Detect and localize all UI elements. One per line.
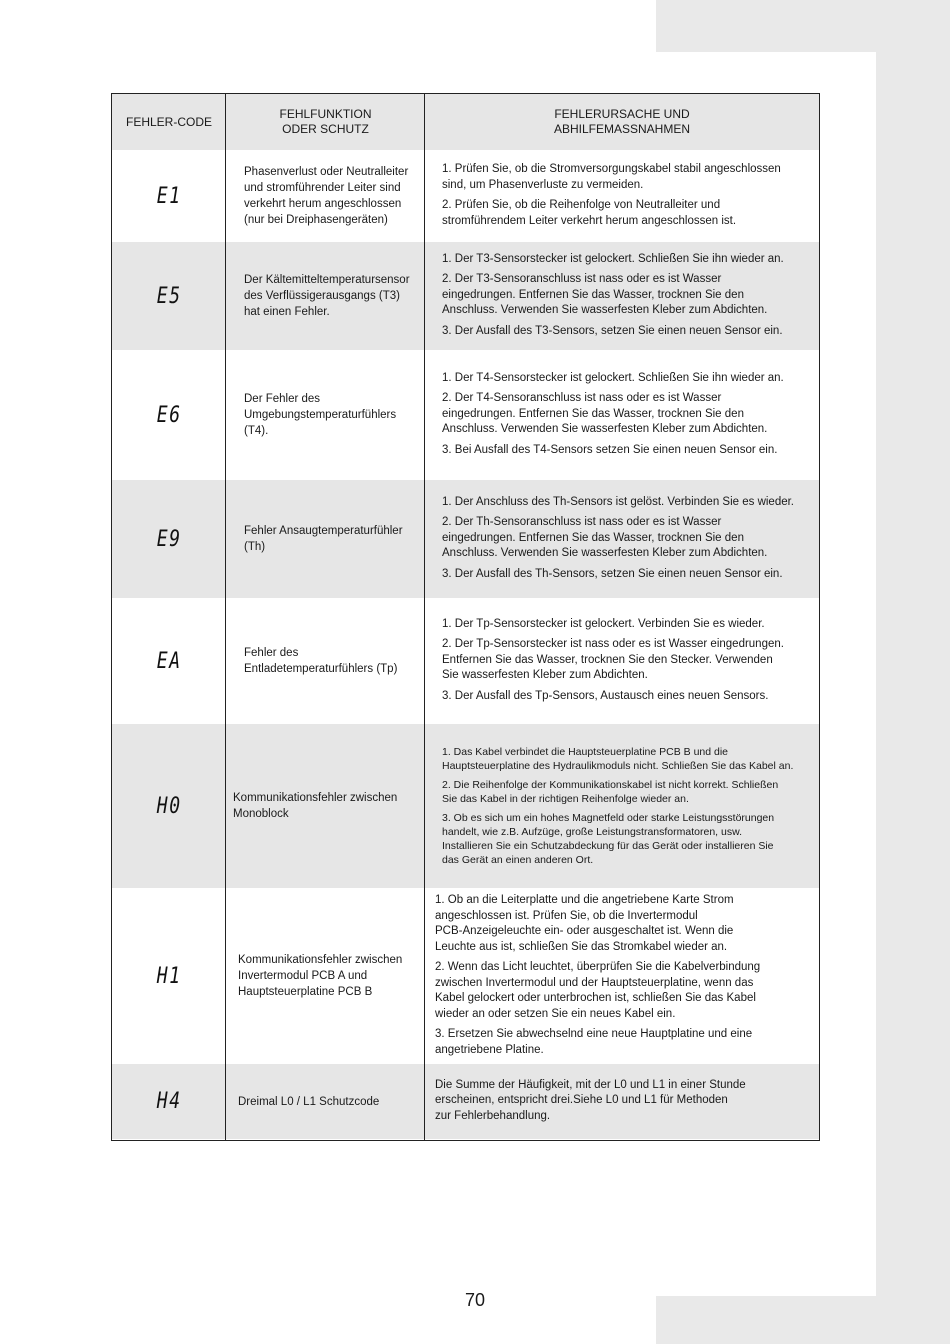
table-row (112, 242, 819, 350)
header-function-label: FEHLFUNKTION ODER SCHUTZ (279, 107, 372, 136)
column-divider (424, 94, 425, 1140)
page-number: 70 (464, 1290, 486, 1310)
cause-item: 3. Der Ausfall des Tp-Sensors, Austausch eines neuen Sensors. (442, 689, 769, 702)
header-cell-function (226, 94, 425, 150)
column-divider (225, 94, 226, 1140)
malfunction-text: Der Kältemitteltemperatursensor des Verflüssigerausgangs (T3) hat einen Fehler. (244, 274, 410, 318)
table-row (112, 724, 819, 888)
error-code: H1 (156, 963, 182, 989)
table-row (112, 150, 819, 242)
header-cell-cause (425, 94, 819, 150)
cause-item: 3. Bei Ausfall des T4-Sensors setzen Sie einen neuen Sensor ein. (442, 443, 778, 456)
malfunction-text: Kommunikationsfehler zwischen Monoblock (233, 792, 398, 820)
cause-item: 3. Ob es sich um ein hohes Magnetfeld oder starke Leistungsstörungen handelt, wie z.B. Aufzüge, große Leistungstransformatoren, usw. Installieren Sie ein Schutzabdeckung für das Gerät oder installieren Sie das Gerät an einen anderen Ort. (442, 811, 775, 866)
header-cause-label: FEHLERURSACHE UND ABHILFEMASSNAHMEN (553, 107, 691, 136)
cause-item: 3. Der Ausfall des Th-Sensors, setzen Sie einen neuen Sensor ein. (442, 567, 783, 580)
cause-item: 1. Der Tp-Sensorstecker ist gelockert. Verbinden Sie es wieder. (442, 617, 765, 630)
table-row (112, 480, 819, 598)
cause-item: 1. Der Anschluss des Th-Sensors ist gelöst. Verbinden Sie es wieder. (442, 495, 795, 508)
malfunction-text: Phasenverlust oder Neutralleiter und stromführender Leiter sind verkehrt herum angeschlossen (nur bei Dreiphasengeräten) (244, 166, 409, 226)
table-row (112, 598, 819, 724)
header-cell-code (112, 94, 226, 150)
page-tab-top (656, 0, 950, 52)
error-code: H0 (156, 793, 182, 819)
error-code: E5 (156, 283, 182, 309)
table-row (112, 350, 819, 480)
cause-item: 1. Der T3-Sensorstecker ist gelockert. Schließen Sie ihn wieder an. (442, 252, 784, 265)
cause-item: 2. Der Tp-Sensorstecker ist nass oder es ist Wasser eingedrungen. Entfernen Sie das Wasser, trocknen Sie den Stecker. Verwenden Sie wasserfesten Kleber zum Abdichten. (442, 638, 784, 682)
page-tab-side (876, 52, 950, 1296)
cause-item: 1. Das Kabel verbindet die Hauptsteuerplatine PCB B und die Hauptsteuerplatine des Hydraulikmoduls nicht. Schließen Sie das Kabel an. (442, 745, 794, 772)
cause-item: 2. Der T3-Sensoranschluss ist nass oder es ist Wasser eingedrungen. Entfernen Sie das Wasser, trocknen Sie den Anschluss. Verwenden Sie wasserfesten Kleber zum Abdichten. (442, 273, 768, 317)
malfunction-text: Fehler Ansaugtemperaturfühler (Th) (244, 525, 403, 553)
cause-item: 2. Der Th-Sensoranschluss ist nass oder es ist Wasser eingedrungen. Entfernen Sie das Wasser, trocknen Sie den Anschluss. Verwenden Sie wasserfesten Kleber zum Abdichten. (442, 516, 768, 560)
malfunction-text: Dreimal L0 / L1 Schutzcode (238, 1095, 380, 1108)
cause-item: 2. Prüfen Sie, ob die Reihenfolge von Neutralleiter und stromführendem Leiter verkehrt herum angeschlossen ist. (442, 199, 737, 227)
header-code-label: FEHLER-CODE (125, 114, 212, 129)
error-code: E6 (156, 402, 182, 428)
cause-item: 2. Der T4-Sensoranschluss ist nass oder es ist Wasser eingedrungen. Entfernen Sie das Wasser, trocknen Sie den Anschluss. Verwenden Sie wasserfesten Kleber zum Abdichten. (442, 392, 768, 436)
cause-item: 1. Der T4-Sensorstecker ist gelockert. Schließen Sie ihn wieder an. (442, 371, 784, 384)
malfunction-text: Kommunikationsfehler zwischen Invertermodul PCB A und Hauptsteuerplatine PCB B (238, 954, 403, 998)
error-code: EA (156, 648, 182, 674)
error-code-table (111, 93, 820, 1141)
error-code: E9 (156, 526, 182, 552)
error-code: H4 (156, 1089, 182, 1114)
malfunction-text: Fehler des Entladetemperaturfühlers (Tp) (244, 647, 398, 675)
cause-item: 1. Ob an die Leiterplatte und die angetriebene Karte Strom angeschlossen ist. Prüfen Sie, ob die Invertermodul PCB-Anzeigeleuchte ein- oder ausgeschaltet ist. Wenn die Leuchte aus ist, schließen Sie das Stromkabel wieder an. (435, 894, 734, 953)
table-header (112, 94, 819, 150)
cause-item: 2. Die Reihenfolge der Kommunikationskabel ist nicht korrekt. Schließen Sie das Kabel in der richtigen Reihenfolge wieder an. (442, 778, 779, 805)
cause-item: 2. Wenn das Licht leuchtet, überprüfen Sie die Kabelverbindung zwischen Invertermodul und der Hauptsteuerplatine, wenn das Kabel gelockert oder unterbrochen ist, schließen Sie das Kabel wieder an oder setzen Sie ein neues Kabel ein. (435, 961, 761, 1020)
table-row (112, 1064, 819, 1139)
malfunction-text: Der Fehler des Umgebungstemperaturfühlers (T4). (244, 393, 397, 437)
cause-item: 1. Prüfen Sie, ob die Stromversorgungskabel stabil angeschlossen sind, um Phasenverluste zu vermeiden. (442, 163, 781, 191)
table-row (112, 888, 819, 1064)
cause-item: 3. Der Ausfall des T3-Sensors, setzen Sie einen neuen Sensor ein. (442, 324, 783, 337)
cause-item: 3. Ersetzen Sie abwechselnd eine neue Hauptplatine und eine angetriebene Platine. (435, 1028, 753, 1056)
error-code: E1 (156, 183, 182, 209)
cause-item: Die Summe der Häufigkeit, mit der L0 und L1 in einer Stunde erscheinen, entspricht drei.Siehe L0 und L1 für Methoden zur Fehlerbehandlung. (435, 1078, 746, 1122)
